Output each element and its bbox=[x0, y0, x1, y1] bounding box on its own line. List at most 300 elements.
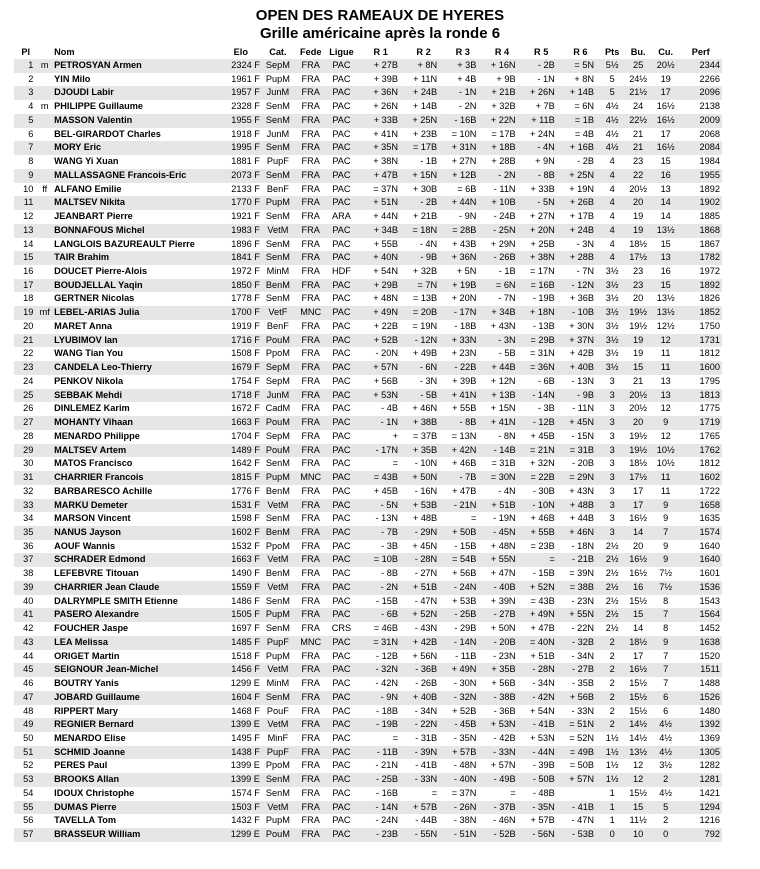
buchholz-cell: 12 bbox=[633, 760, 644, 771]
federation-cell: FRA bbox=[301, 183, 320, 194]
round-4-cell: + 10B bbox=[482, 196, 521, 210]
round-6-cell: - 22N bbox=[571, 623, 594, 634]
league-cell: PAC bbox=[332, 595, 351, 606]
league-cell: PAC bbox=[326, 581, 358, 595]
page-subtitle: Grille américaine après la ronde 6 bbox=[259, 25, 501, 42]
points-cell: 3½ bbox=[600, 306, 624, 320]
elo-cell: 1718 F bbox=[222, 389, 260, 403]
league-cell: PAC bbox=[332, 183, 351, 194]
category-cell: SenM bbox=[265, 238, 290, 249]
federation-cell: FRA bbox=[296, 663, 326, 677]
elo-cell: 1604 F bbox=[222, 691, 260, 705]
table-row bbox=[14, 183, 722, 197]
header-title-col bbox=[37, 45, 52, 59]
round-1-cell: - 17N bbox=[357, 444, 404, 458]
elo-cell: 1697 F bbox=[231, 623, 260, 634]
round-6-cell: - 23N bbox=[571, 595, 594, 606]
performance-cell: 1526 bbox=[679, 691, 722, 705]
round-6-cell: + 37N bbox=[561, 334, 600, 348]
federation-cell: FRA bbox=[296, 444, 326, 458]
elo-cell: 1961 F bbox=[231, 73, 260, 84]
round-6-cell: + 14B bbox=[561, 86, 600, 100]
cumulative-cell: 6 bbox=[652, 691, 680, 705]
round-4-cell: - 33N bbox=[482, 746, 521, 760]
cumulative-cell: 10½ bbox=[656, 458, 675, 469]
round-5-cell: - 42N bbox=[522, 691, 561, 705]
federation-cell: FRA bbox=[296, 773, 326, 787]
round-2-cell: + 49B bbox=[412, 348, 438, 359]
rank-cell: 54 bbox=[23, 787, 34, 798]
title-cell bbox=[37, 86, 52, 100]
round-1-cell: + 39B bbox=[373, 73, 398, 84]
rank-cell: 29 bbox=[14, 444, 37, 458]
rank-cell: 53 bbox=[14, 773, 37, 787]
buchholz-cell: 15 bbox=[624, 801, 652, 815]
round-2-cell: = 13B bbox=[412, 293, 438, 304]
cumulative-cell: 19 bbox=[660, 73, 671, 84]
performance-cell: 1902 bbox=[679, 196, 722, 210]
table-row bbox=[14, 567, 722, 581]
buchholz-cell: 23 bbox=[633, 156, 644, 167]
title-cell bbox=[37, 334, 52, 348]
category-cell: JunM bbox=[260, 389, 296, 403]
player-name-cell: WANG Yi Xuan bbox=[54, 156, 119, 167]
round-1-cell: + 26N bbox=[373, 101, 398, 112]
round-3-cell: + 36N bbox=[443, 251, 482, 265]
round-5-cell: + 54N bbox=[530, 705, 555, 716]
rank-cell: 5 bbox=[14, 114, 37, 128]
category-cell: VetM bbox=[260, 718, 296, 732]
round-4-cell: + 16N bbox=[482, 59, 521, 73]
round-3-cell: = 13N bbox=[451, 430, 477, 441]
rank-cell: 47 bbox=[14, 691, 37, 705]
title-cell: m bbox=[37, 59, 52, 73]
round-1-cell: - 15B bbox=[376, 595, 398, 606]
round-1-cell: - 11B bbox=[357, 746, 404, 760]
round-1-cell: + 29B bbox=[357, 279, 404, 293]
performance-cell: 1984 bbox=[699, 156, 720, 167]
points-cell: 3 bbox=[609, 458, 615, 469]
round-4-cell: - 24B bbox=[493, 211, 516, 222]
cumulative-cell: 9 bbox=[663, 513, 669, 524]
round-2-cell: + 32B bbox=[412, 266, 438, 277]
category-cell: SenM bbox=[265, 595, 290, 606]
category-cell: PouM bbox=[260, 828, 296, 842]
round-5-cell: + 11B bbox=[522, 114, 561, 128]
performance-cell: 1305 bbox=[679, 746, 722, 760]
category-cell: MinM bbox=[266, 266, 290, 277]
points-cell: 3 bbox=[600, 471, 624, 485]
round-2-cell: = 20B bbox=[404, 306, 443, 320]
table-row bbox=[14, 663, 722, 677]
title-cell bbox=[37, 650, 52, 664]
performance-cell: 1868 bbox=[679, 224, 722, 238]
round-2-cell: - 39N bbox=[404, 746, 443, 760]
table-row bbox=[14, 691, 722, 705]
cumulative-cell: 17 bbox=[660, 128, 671, 139]
performance-cell: 1602 bbox=[679, 471, 722, 485]
player-name-cell: MARSON Vincent bbox=[54, 513, 131, 524]
round-1-cell: - 24N bbox=[375, 815, 398, 826]
federation-cell: FRA bbox=[301, 540, 320, 551]
category-cell: SenM bbox=[260, 169, 296, 183]
player-name-cell: MENARDO Philippe bbox=[54, 430, 140, 441]
round-3-cell: = bbox=[471, 513, 477, 524]
league-cell: PAC bbox=[332, 650, 351, 661]
cumulative-cell: 20½ bbox=[652, 59, 680, 73]
league-cell: PAC bbox=[326, 59, 358, 73]
buchholz-cell: 14 bbox=[624, 526, 652, 540]
player-name-cell: JOBARD Guillaume bbox=[52, 691, 222, 705]
table-row bbox=[14, 759, 722, 773]
round-6-cell: + 55N bbox=[561, 608, 600, 622]
elo-cell: 1642 F bbox=[231, 458, 260, 469]
buchholz-cell: 19½ bbox=[629, 320, 648, 331]
round-6-cell: - 18N bbox=[571, 540, 594, 551]
cumulative-cell: 12 bbox=[660, 403, 671, 414]
category-cell: VetM bbox=[260, 224, 296, 238]
elo-cell: 1518 F bbox=[231, 650, 260, 661]
rank-cell: 56 bbox=[23, 815, 34, 826]
header-perf: Perf bbox=[691, 47, 710, 57]
round-5-cell: - 39B bbox=[532, 760, 555, 771]
league-cell: PAC bbox=[332, 458, 351, 469]
round-6-cell: + 24B bbox=[561, 224, 600, 238]
round-2-cell: = 19N bbox=[412, 320, 438, 331]
buchholz-cell: 21 bbox=[624, 141, 652, 155]
performance-cell: 1722 bbox=[699, 485, 720, 496]
league-cell: PAC bbox=[332, 732, 351, 743]
category-cell: PupF bbox=[260, 636, 296, 650]
round-3-cell: - 29B bbox=[454, 623, 477, 634]
round-6-cell: - 2B bbox=[577, 156, 594, 167]
points-cell: 2 bbox=[609, 650, 615, 661]
rank-cell: 26 bbox=[23, 403, 34, 414]
round-2-cell: - 55N bbox=[404, 828, 443, 842]
title-cell bbox=[37, 636, 52, 650]
league-cell: PAC bbox=[326, 114, 358, 128]
round-2-cell: - 47N bbox=[414, 595, 438, 606]
round-4-cell: - 25N bbox=[482, 224, 521, 238]
points-cell: 4½ bbox=[600, 141, 624, 155]
rank-cell: 24 bbox=[23, 375, 34, 386]
performance-cell: 1369 bbox=[699, 732, 720, 743]
performance-cell: 1480 bbox=[699, 705, 720, 716]
federation-cell: FRA bbox=[301, 732, 320, 743]
federation-cell: FRA bbox=[301, 485, 320, 496]
league-cell: PAC bbox=[326, 334, 358, 348]
round-4-cell: - 27B bbox=[482, 608, 521, 622]
player-name-cell: PHILIPPE Guillaume bbox=[54, 101, 143, 112]
round-4-cell: - 20B bbox=[482, 636, 521, 650]
performance-cell: 1719 bbox=[679, 416, 722, 430]
performance-cell: 1765 bbox=[699, 430, 720, 441]
category-cell: SepM bbox=[260, 59, 296, 73]
federation-cell: FRA bbox=[296, 718, 326, 732]
round-5-cell: + 38N bbox=[522, 251, 561, 265]
elo-cell: 1574 F bbox=[231, 787, 260, 798]
round-4-cell: - 19N bbox=[493, 513, 516, 524]
round-3-cell: + 12B bbox=[443, 169, 482, 183]
round-4-cell: + 51B bbox=[482, 499, 521, 513]
cumulative-cell: 10½ bbox=[652, 444, 680, 458]
player-name-cell: JEANBART Pierre bbox=[54, 211, 133, 222]
player-name-cell: BOUTRY Yanis bbox=[54, 678, 119, 689]
buchholz-cell: 20 bbox=[624, 416, 652, 430]
category-cell: BenM bbox=[260, 526, 296, 540]
category-cell: PpoM bbox=[265, 540, 290, 551]
player-name-cell: MORY Eric bbox=[52, 141, 222, 155]
performance-cell: 1658 bbox=[679, 499, 722, 513]
category-cell: SenM bbox=[265, 513, 290, 524]
elo-cell: 1704 F bbox=[231, 430, 260, 441]
table-row bbox=[14, 73, 722, 87]
rank-cell: 19 bbox=[14, 306, 37, 320]
performance-cell: 792 bbox=[679, 828, 722, 842]
rank-cell: 31 bbox=[14, 471, 37, 485]
category-cell: PouF bbox=[266, 705, 289, 716]
rank-cell: 55 bbox=[14, 801, 37, 815]
round-5-cell: + 51B bbox=[530, 650, 555, 661]
round-2-cell: + 21B bbox=[412, 211, 438, 222]
round-5-cell: = 16B bbox=[522, 279, 561, 293]
federation-cell: FRA bbox=[301, 156, 320, 167]
table-row bbox=[14, 773, 722, 787]
player-name-cell: MASSON Valentin bbox=[52, 114, 222, 128]
cumulative-cell: 11 bbox=[660, 485, 671, 496]
performance-cell: 1885 bbox=[699, 211, 720, 222]
elo-cell: 1896 F bbox=[231, 238, 260, 249]
performance-cell: 1640 bbox=[699, 540, 720, 551]
category-cell: SepM bbox=[265, 430, 290, 441]
round-1-cell: - 32N bbox=[357, 663, 404, 677]
rank-cell: 44 bbox=[23, 650, 34, 661]
buchholz-cell: 15½ bbox=[629, 595, 648, 606]
cumulative-cell: 9 bbox=[652, 416, 680, 430]
round-5-cell: + 33B bbox=[530, 183, 555, 194]
rank-cell: 35 bbox=[14, 526, 37, 540]
round-4-cell: + 48N bbox=[490, 540, 516, 551]
rank-cell: 50 bbox=[23, 732, 34, 743]
round-2-cell: + 8N bbox=[404, 59, 443, 73]
cumulative-cell: 7 bbox=[663, 678, 669, 689]
round-2-cell: = 18N bbox=[404, 224, 443, 238]
league-cell: PAC bbox=[326, 86, 358, 100]
federation-cell: FRA bbox=[301, 403, 320, 414]
round-5-cell: + 55B bbox=[522, 526, 561, 540]
player-name-cell: BARBARESCO Achille bbox=[54, 485, 153, 496]
performance-cell: 1812 bbox=[699, 348, 720, 359]
performance-cell: 1452 bbox=[699, 623, 720, 634]
buchholz-cell: 20 bbox=[633, 540, 644, 551]
category-cell: SenM bbox=[260, 141, 296, 155]
rank-cell: 23 bbox=[14, 361, 37, 375]
round-2-cell: - 28N bbox=[404, 553, 443, 567]
round-6-cell: + 30N bbox=[569, 320, 594, 331]
title-cell bbox=[37, 155, 52, 169]
elo-cell: 1679 F bbox=[222, 361, 260, 375]
cumulative-cell: 13½ bbox=[652, 224, 680, 238]
federation-cell: FRA bbox=[296, 59, 326, 73]
title-cell bbox=[37, 746, 52, 760]
buchholz-cell: 23 bbox=[633, 266, 644, 277]
round-5-cell: - 10N bbox=[522, 499, 561, 513]
round-3-cell: - 17N bbox=[443, 306, 482, 320]
points-cell: 2 bbox=[600, 718, 624, 732]
round-2-cell: - 26B bbox=[415, 678, 438, 689]
league-cell: PAC bbox=[326, 471, 358, 485]
buchholz-cell: 23 bbox=[624, 279, 652, 293]
round-5-cell: = 21N bbox=[522, 444, 561, 458]
round-6-cell: = 1B bbox=[561, 114, 600, 128]
round-2-cell: - 31B bbox=[415, 732, 438, 743]
round-4-cell: + 35B bbox=[482, 663, 521, 677]
rank-cell: 40 bbox=[23, 595, 34, 606]
round-1-cell: - 14N bbox=[357, 801, 404, 815]
federation-cell: FRA bbox=[301, 650, 320, 661]
title-cell bbox=[37, 691, 52, 705]
points-cell: 3 bbox=[600, 499, 624, 513]
title-cell bbox=[37, 224, 52, 238]
category-cell: SenM bbox=[265, 623, 290, 634]
round-5-cell: = 36N bbox=[522, 361, 561, 375]
round-4-cell: - 23N bbox=[493, 650, 516, 661]
round-2-cell: + 15N bbox=[404, 169, 443, 183]
round-6-cell: = 38B bbox=[561, 581, 600, 595]
round-5-cell: + 46B bbox=[530, 513, 555, 524]
title-cell bbox=[37, 292, 52, 306]
cumulative-cell: 7½ bbox=[659, 568, 673, 579]
round-5-cell: + 49N bbox=[522, 608, 561, 622]
performance-cell: 1281 bbox=[679, 773, 722, 787]
title-cell bbox=[37, 787, 52, 801]
buchholz-cell: 18½ bbox=[629, 238, 648, 249]
performance-cell: 1574 bbox=[679, 526, 722, 540]
table-row bbox=[14, 705, 722, 719]
federation-cell: FRA bbox=[301, 266, 320, 277]
elo-cell: 1815 F bbox=[222, 471, 260, 485]
federation-cell: FRA bbox=[301, 787, 320, 798]
round-1-cell: = 46B bbox=[373, 623, 398, 634]
round-3-cell: - 25B bbox=[443, 608, 482, 622]
elo-cell: 1602 F bbox=[222, 526, 260, 540]
round-3-cell: + 55B bbox=[452, 403, 477, 414]
league-cell: PAC bbox=[332, 320, 351, 331]
points-cell: 1 bbox=[609, 815, 615, 826]
round-4-cell: = 17B bbox=[491, 128, 516, 139]
cumulative-cell: 16 bbox=[652, 169, 680, 183]
federation-cell: FRA bbox=[296, 361, 326, 375]
round-3-cell: + 57B bbox=[443, 746, 482, 760]
federation-cell: FRA bbox=[296, 526, 326, 540]
round-3-cell: - 14N bbox=[443, 636, 482, 650]
cumulative-cell: 5 bbox=[652, 801, 680, 815]
points-cell: 5½ bbox=[600, 59, 624, 73]
cumulative-cell: 13 bbox=[652, 389, 680, 403]
rank-cell: 7 bbox=[14, 141, 37, 155]
round-2-cell: + 57B bbox=[404, 801, 443, 815]
federation-cell: MNC bbox=[296, 636, 326, 650]
round-4-cell: + 44B bbox=[482, 361, 521, 375]
table-row bbox=[14, 169, 722, 183]
category-cell: PupM bbox=[265, 650, 290, 661]
category-cell: VetM bbox=[260, 581, 296, 595]
buchholz-cell: 15½ bbox=[629, 705, 648, 716]
performance-cell: 1782 bbox=[679, 251, 722, 265]
player-name-cell: BONNAFOUS Michel bbox=[52, 224, 222, 238]
player-name-cell: MALLASSAGNE Francois-Eric bbox=[52, 169, 222, 183]
points-cell: 2½ bbox=[600, 581, 624, 595]
title-cell bbox=[37, 128, 52, 142]
performance-cell: 2009 bbox=[679, 114, 722, 128]
title-cell bbox=[37, 759, 52, 773]
round-1-cell: + 27B bbox=[357, 59, 404, 73]
points-cell: 3 bbox=[600, 444, 624, 458]
buchholz-cell: 14½ bbox=[624, 718, 652, 732]
league-cell: PAC bbox=[326, 773, 358, 787]
rank-cell: 57 bbox=[14, 828, 37, 842]
buchholz-cell: 19 bbox=[624, 224, 652, 238]
federation-cell: FRA bbox=[296, 581, 326, 595]
category-cell: SenM bbox=[265, 293, 290, 304]
league-cell: PAC bbox=[326, 279, 358, 293]
federation-cell: FRA bbox=[296, 169, 326, 183]
player-name-cell: BEL-GIRARDOT Charles bbox=[54, 128, 161, 139]
federation-cell: FRA bbox=[296, 389, 326, 403]
category-cell: JunM bbox=[266, 128, 290, 139]
table-row bbox=[14, 265, 722, 279]
table-row bbox=[14, 801, 722, 815]
player-name-cell: BOUDJELLAL Yaqin bbox=[52, 279, 222, 293]
league-cell: PAC bbox=[326, 251, 358, 265]
buchholz-cell: 17 bbox=[624, 499, 652, 513]
round-6-cell: - 12N bbox=[561, 279, 600, 293]
federation-cell: FRA bbox=[296, 553, 326, 567]
elo-cell: 1983 F bbox=[222, 224, 260, 238]
title-cell bbox=[37, 169, 52, 183]
round-5-cell: + 25B bbox=[530, 238, 555, 249]
round-3-cell: + 56B bbox=[452, 568, 477, 579]
cumulative-cell: 9 bbox=[652, 636, 680, 650]
title-cell bbox=[37, 526, 52, 540]
table-row bbox=[14, 444, 722, 458]
title-cell bbox=[37, 512, 52, 526]
elo-cell: 1841 F bbox=[222, 251, 260, 265]
round-6-cell: = 5N bbox=[561, 59, 600, 73]
round-2-cell: - 4N bbox=[419, 238, 438, 249]
league-cell: PAC bbox=[326, 141, 358, 155]
round-2-cell: - 2B bbox=[404, 196, 443, 210]
round-4-cell: + 29N bbox=[490, 238, 516, 249]
round-2-cell: - 6N bbox=[404, 361, 443, 375]
league-cell: PAC bbox=[326, 746, 358, 760]
category-cell: BenM bbox=[260, 279, 296, 293]
points-cell: 2 bbox=[609, 705, 615, 716]
cumulative-cell: 16½ bbox=[656, 101, 675, 112]
buchholz-cell: 11½ bbox=[629, 815, 647, 826]
performance-cell: 1826 bbox=[699, 293, 720, 304]
header-r3: R 3 bbox=[455, 47, 470, 57]
round-4-cell: - 5B bbox=[498, 348, 516, 359]
round-4-cell: + 53N bbox=[482, 718, 521, 732]
cumulative-cell: 6 bbox=[663, 705, 669, 716]
category-cell: SenM bbox=[265, 101, 290, 112]
title-cell bbox=[37, 567, 52, 581]
performance-cell: 1564 bbox=[679, 608, 722, 622]
league-cell: PAC bbox=[332, 430, 351, 441]
buchholz-cell: 22 bbox=[624, 169, 652, 183]
round-2-cell: + 45N bbox=[412, 540, 438, 551]
